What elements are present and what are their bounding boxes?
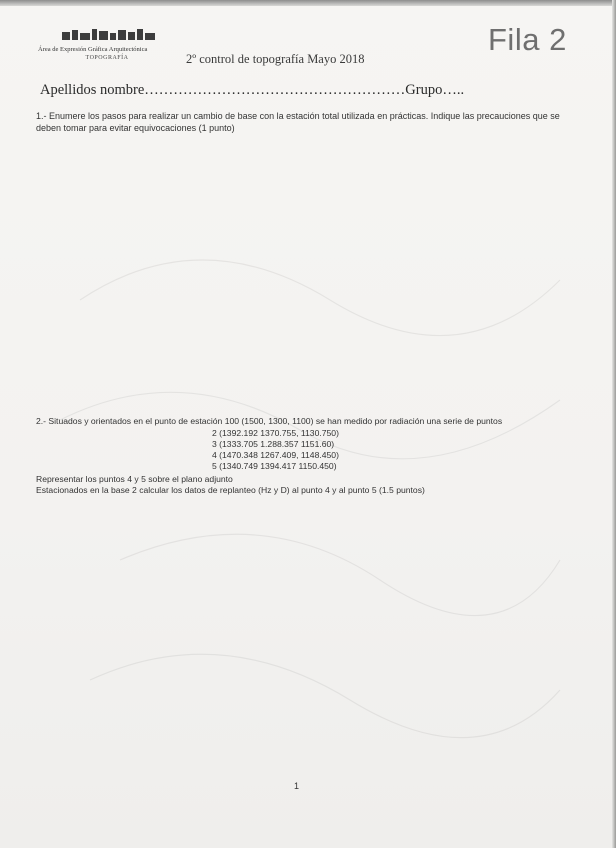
page-number: 1 (294, 781, 300, 791)
question-2-tasks (36, 474, 576, 496)
point-entry: 2 (1392.192 1370.755, 1130.750) (212, 428, 339, 438)
name-group-field[interactable]: Apellidos nombre………………………………………………Grupo….. (40, 82, 465, 98)
point-entry: 5 (1340.749 1394.417 1150.450) (212, 461, 337, 471)
department-logo (38, 28, 178, 66)
scan-edge-top (0, 0, 616, 6)
scan-edge-right (612, 0, 616, 848)
logo-subject-name: TOPOGRAFÍA (85, 55, 129, 61)
point-entry: 3 (1333.705 1.288.357 1151.60) (212, 439, 335, 449)
row-label: Fila 2 (488, 22, 567, 57)
question-1-text: 1.- Enumere los pasos para realizar un cambio de base con la estación total utilizada en prácticas. Indique las precauciones que se deben tomar para evitar equivocaciones (1 punto) (36, 111, 560, 133)
question-2-intro: 2.- Situados y orientados en el punto de estación 100 (1500, 1300, 1100) se han medido por radiación una serie de puntos (36, 416, 503, 426)
question-2 (36, 416, 576, 427)
logo-mark-icon (60, 28, 160, 42)
measured-points-list (212, 428, 339, 472)
logo-department-name: Área de Expresión Gráfica Arquitectónica (38, 46, 148, 53)
point-entry: 4 (1470.348 1267.409, 1148.450) (212, 450, 339, 460)
question-2-stakeout-line: Estacionados en la base 2 calcular los datos de replanteo (Hz y D) al punto 4 y al punto 5 (1.5 puntos) (36, 485, 425, 495)
question-2-represent-line: Representar los puntos 4 y 5 sobre el plano adjunto (36, 474, 233, 484)
exam-title: 2º control de topografía Mayo 2018 (186, 52, 365, 66)
